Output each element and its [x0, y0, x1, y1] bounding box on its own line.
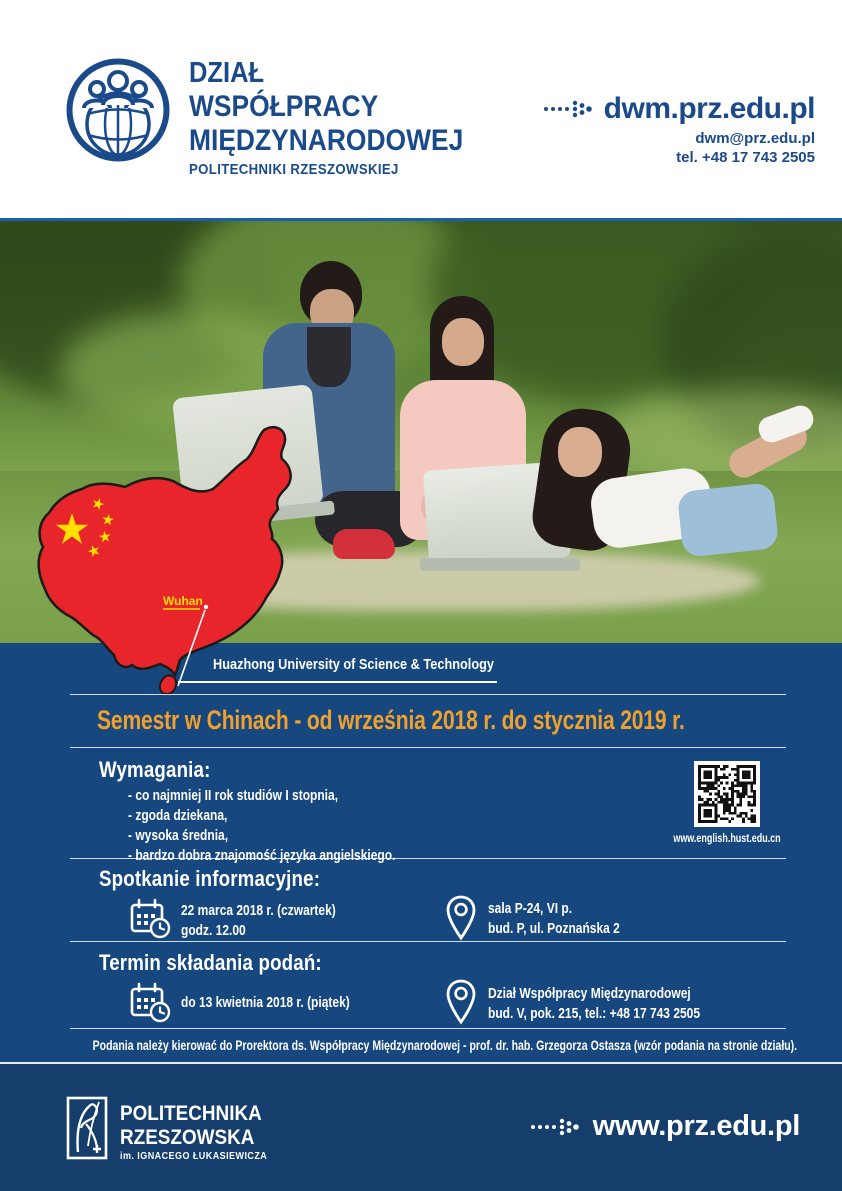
footer: [0, 1062, 842, 1191]
dwm-phone: tel. +48 17 743 2505: [676, 149, 815, 166]
university-label: Huazhong University of Science & Technology: [213, 656, 495, 673]
university-underline: [178, 681, 497, 683]
photo-person-right: [530, 391, 820, 591]
divider: [70, 941, 786, 942]
deadline-place: [488, 984, 753, 1024]
meeting-place-line1: sala P-24, VI p.: [488, 900, 573, 917]
requirement-item: - bardzo dobra znajomość języka angielskiego.: [128, 847, 396, 864]
footer-website-group: [529, 1110, 800, 1143]
meeting-heading: Spotkanie informacyjne:: [99, 866, 321, 891]
requirements-heading: Wymagania:: [99, 757, 211, 782]
photo-person-right-denim: [677, 482, 779, 558]
meeting-date: [181, 901, 374, 941]
application-note: Podania należy kierować do Prorektora ds. Współpracy Międzynarodowej - prof. dr. hab. Grzegorza Ostasza (wzór podania na stronie działu).: [92, 1038, 798, 1053]
header: [0, 0, 842, 218]
meeting-date-line1: 22 marca 2018 r. (czwartek): [181, 902, 336, 919]
footer-university-name: [120, 1102, 284, 1164]
requirement-item: - co najmniej II rok studiów I stopnia,: [128, 787, 339, 804]
dept-line-2: WSPÓŁPRACY: [189, 90, 379, 123]
photo-person-left-shoe: [333, 529, 395, 559]
dwm-globe-logo-icon: [64, 56, 172, 164]
meeting-place-line2: bud. P, ul. Poznańska 2: [488, 920, 620, 937]
footer-university-line3: im. IGNACEGO ŁUKASIEWICZA: [120, 1151, 268, 1162]
dotted-arrow-icon: [542, 99, 594, 119]
header-contact: [542, 92, 815, 166]
calendar-clock-icon: [129, 897, 171, 939]
photo-person-center-face: [442, 318, 484, 366]
calendar-clock-icon: [129, 981, 171, 1023]
photo-person-right-face: [558, 427, 602, 477]
deadline-place-line1: Dział Współpracy Międzynarodowej: [488, 985, 691, 1002]
divider: [70, 1028, 786, 1029]
dotted-arrow-icon: [529, 1117, 581, 1137]
prz-logo-icon: [66, 1096, 108, 1160]
divider: [70, 747, 786, 748]
footer-university-line1: POLITECHNIKA: [120, 1102, 262, 1125]
location-pin-icon: [446, 895, 476, 941]
location-pin-icon: [446, 979, 476, 1025]
footer-university-line2: RZESZOWSKA: [120, 1126, 255, 1149]
dept-wordmark: [189, 57, 501, 182]
divider: [70, 694, 786, 695]
photo-person-left-shirt: [307, 327, 351, 387]
deadline-date-line1: do 13 kwietnia 2018 r. (piątek): [181, 994, 350, 1011]
wuhan-dot: [204, 605, 208, 609]
dept-line-1: DZIAŁ: [189, 57, 265, 89]
meeting-date-line2: godz. 12.00: [181, 922, 246, 939]
poster-title: Semestr w Chinach - od września 2018 r. do stycznia 2019 r.: [97, 705, 685, 735]
qr-code-pattern: [694, 761, 760, 827]
dwm-email-link[interactable]: dwm@prz.edu.pl: [695, 130, 815, 147]
requirements-list: [128, 786, 462, 866]
wuhan-label: Wuhan: [163, 594, 203, 608]
dwm-website-link[interactable]: dwm.prz.edu.pl: [603, 92, 815, 125]
deadline-heading: Termin składania podań:: [99, 950, 322, 975]
meeting-place: [488, 899, 653, 939]
requirement-item: - wysoka średnia,: [128, 827, 229, 844]
prz-website-link[interactable]: www.prz.edu.pl: [592, 1110, 800, 1142]
qr-label: www.english.hust.edu.cn: [673, 833, 781, 845]
requirement-item: - zgoda dziekana,: [128, 807, 228, 824]
dept-line-4: POLITECHNIKI RZESZOWSKIEJ: [189, 161, 399, 178]
hainan-island-shape: [160, 675, 176, 694]
china-map-shape: [39, 427, 291, 675]
deadline-place-line2: bud. V, pok. 215, tel.: +48 17 743 2505: [488, 1005, 701, 1022]
dept-line-3: MIĘDZYNARODOWEJ: [189, 124, 464, 157]
qr-code[interactable]: [694, 761, 760, 827]
